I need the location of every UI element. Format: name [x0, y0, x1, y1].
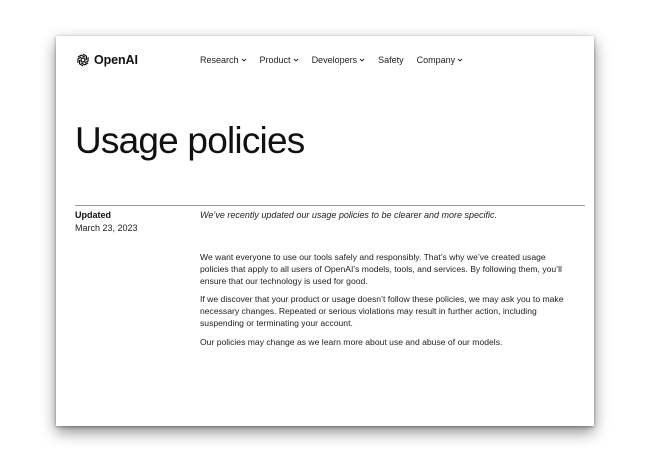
nav-item-label: Research [200, 55, 239, 65]
nav-item-research[interactable] [200, 55, 247, 65]
nav-item-safety[interactable] [378, 55, 404, 65]
nav-menu [200, 50, 476, 70]
nav-item-product[interactable] [260, 55, 299, 65]
nav-item-company[interactable] [417, 55, 464, 65]
nav-item-label: Safety [378, 55, 404, 65]
updated-date: March 23, 2023 [75, 223, 138, 233]
intro-paragraph: Our policies may change as we learn more about use and abuse of our models. [200, 336, 503, 347]
intro-paragraph: If we discover that your product or usage doesn’t follow these policies, we may ask you to make necessary changes. Repeated or serious violations may result in further action, including suspending or terminating your account. [200, 294, 564, 328]
update-notice: We’ve recently updated our usage policies to be clearer and more specific. [200, 210, 497, 220]
updated-label: Updated [75, 210, 111, 220]
intro-paragraph: We want everyone to use our tools safely and responsibly. That’s why we’ve created usage policies that apply to all users of OpenAI’s models, tools, and services. By following them, you’ll ensure that our technology is used for good. [200, 252, 562, 286]
chevron-down-icon [293, 57, 299, 63]
page-title: Usage policies [75, 120, 305, 161]
openai-logo-link[interactable] [75, 50, 138, 70]
chevron-down-icon [359, 57, 365, 63]
nav-item-label: Company [416, 55, 456, 65]
nav-item-label: Product [259, 55, 291, 65]
nav-item-label: Developers [311, 55, 358, 65]
openai-knot-icon [75, 52, 91, 68]
brand-name: OpenAI [94, 53, 138, 67]
page-card [56, 36, 594, 426]
chevron-down-icon [241, 57, 247, 63]
top-navigation [56, 50, 594, 70]
policy-intro [200, 252, 565, 356]
section-divider [75, 205, 585, 206]
nav-item-developers[interactable] [312, 55, 366, 65]
chevron-down-icon [457, 57, 463, 63]
